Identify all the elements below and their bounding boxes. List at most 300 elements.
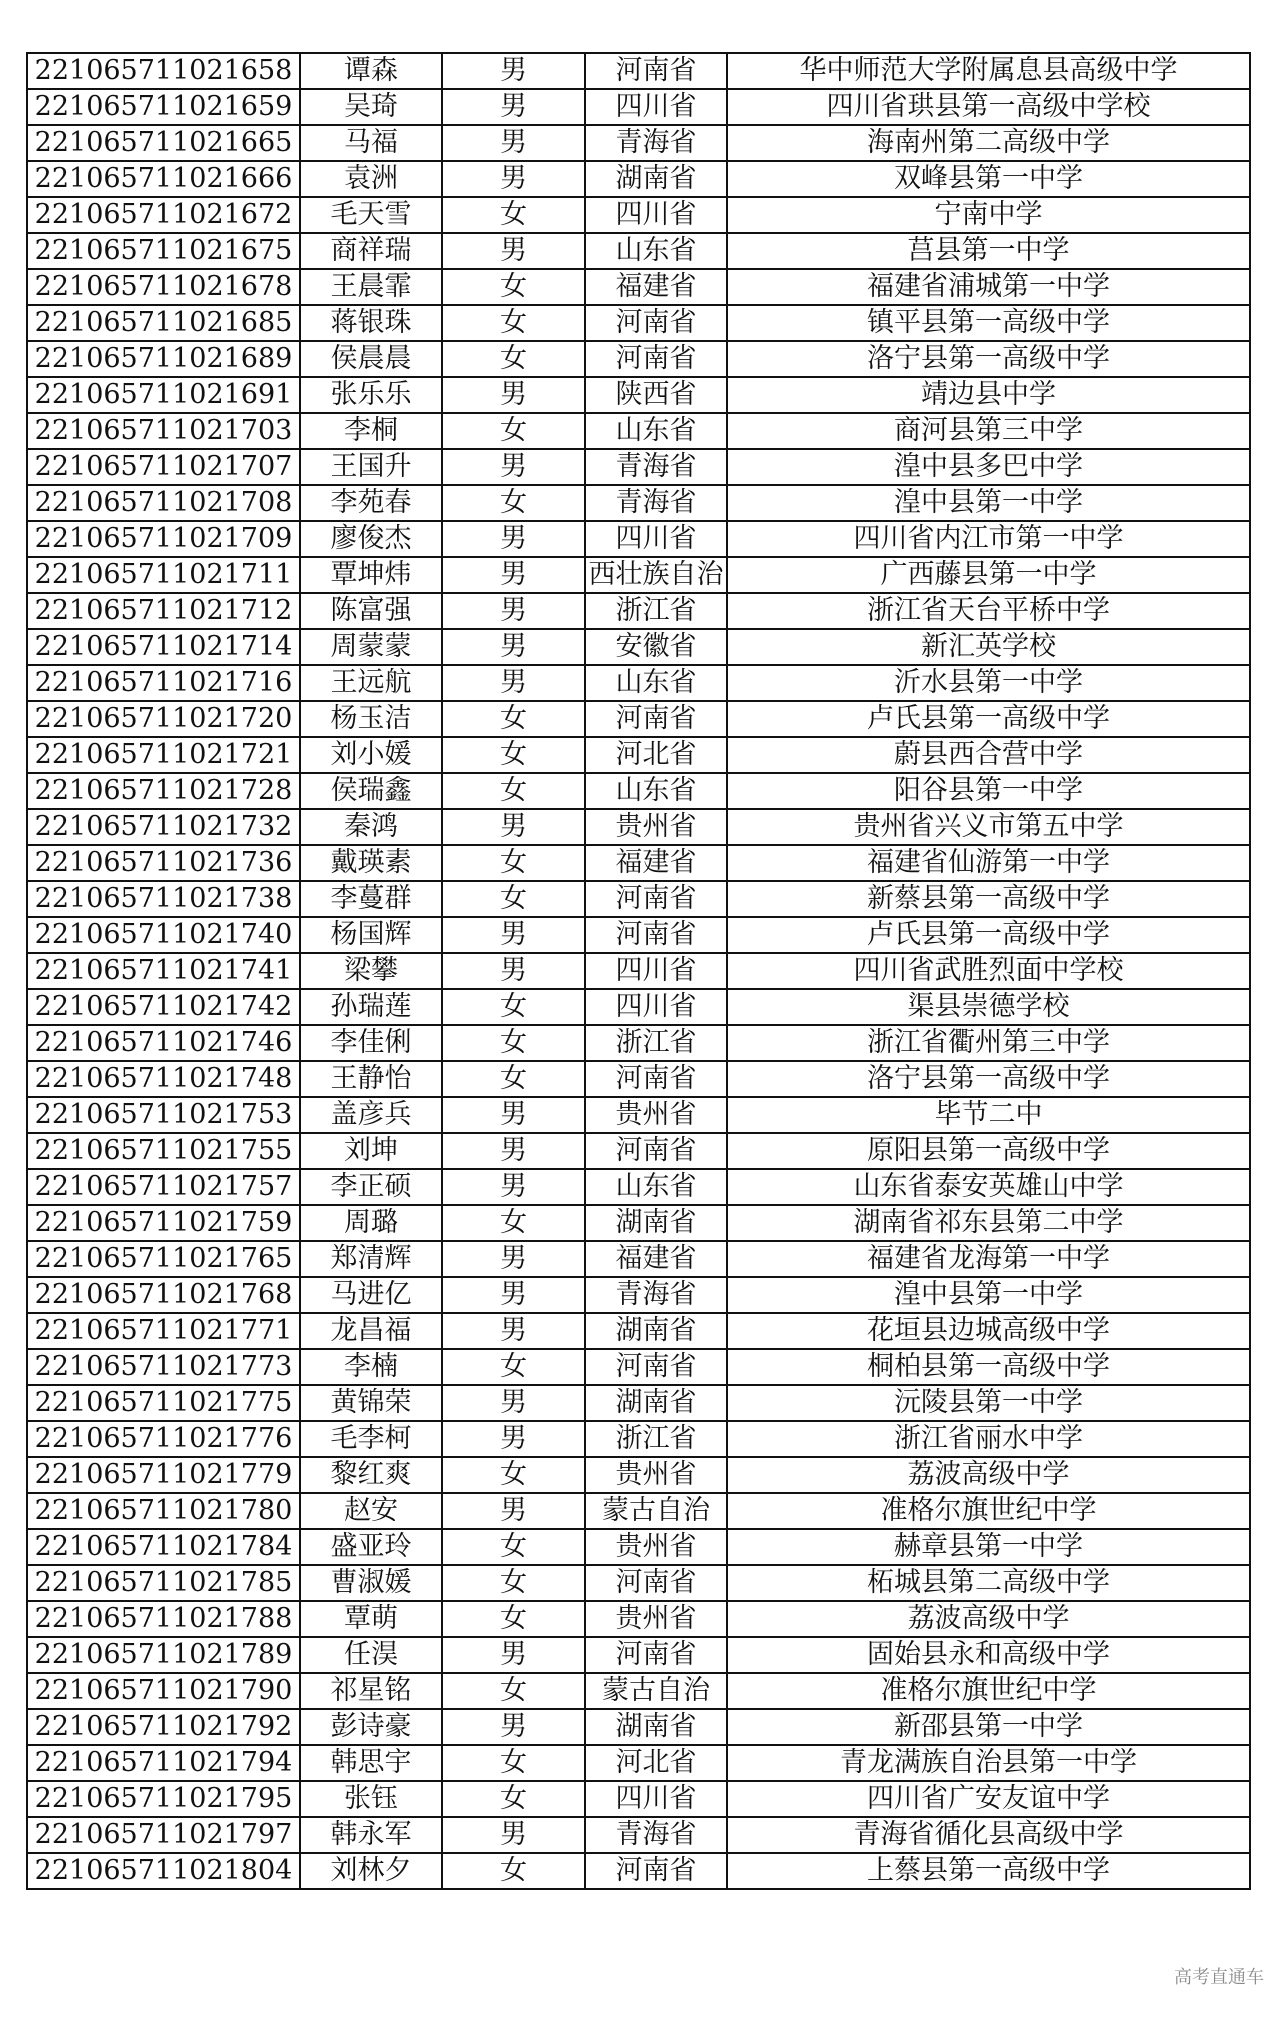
province-cell: 贵州省 [585, 1529, 727, 1565]
school-cell: 湟中县第一中学 [727, 1277, 1250, 1313]
province-cell: 河南省 [585, 1565, 727, 1601]
exam-id-cell: 221065711021784 [27, 1529, 300, 1565]
province-cell: 湖南省 [585, 1313, 727, 1349]
admission-table [26, 52, 1251, 1890]
school-cell: 福建省仙游第一中学 [727, 845, 1250, 881]
province-cell: 河北省 [585, 737, 727, 773]
table-row [27, 1313, 1250, 1349]
name-cell: 覃萌 [300, 1601, 442, 1637]
exam-id-cell: 221065711021738 [27, 881, 300, 917]
school-cell: 双峰县第一中学 [727, 161, 1250, 197]
table-row [27, 1205, 1250, 1241]
school-cell: 上蔡县第一高级中学 [727, 1853, 1250, 1889]
name-cell: 侯瑞鑫 [300, 773, 442, 809]
gender-cell: 男 [442, 1385, 585, 1421]
school-cell: 镇平县第一高级中学 [727, 305, 1250, 341]
gender-cell: 男 [442, 89, 585, 125]
school-cell: 新蔡县第一高级中学 [727, 881, 1250, 917]
province-cell: 河北省 [585, 1745, 727, 1781]
school-cell: 海南州第二高级中学 [727, 125, 1250, 161]
table-row [27, 1781, 1250, 1817]
province-cell: 河南省 [585, 1637, 727, 1673]
gender-cell: 女 [442, 1853, 585, 1889]
exam-id-cell: 221065711021771 [27, 1313, 300, 1349]
gender-cell: 女 [442, 989, 585, 1025]
gender-cell: 男 [442, 953, 585, 989]
exam-id-cell: 221065711021776 [27, 1421, 300, 1457]
gender-cell: 女 [442, 773, 585, 809]
table-row [27, 449, 1250, 485]
gender-cell: 男 [442, 809, 585, 845]
exam-id-cell: 221065711021779 [27, 1457, 300, 1493]
province-cell: 福建省 [585, 1241, 727, 1277]
name-cell: 王晨霏 [300, 269, 442, 305]
table-row [27, 917, 1250, 953]
name-cell: 刘林夕 [300, 1853, 442, 1889]
exam-id-cell: 221065711021711 [27, 557, 300, 593]
province-cell: 陕西省 [585, 377, 727, 413]
table-row [27, 773, 1250, 809]
table-row [27, 557, 1250, 593]
exam-id-cell: 221065711021721 [27, 737, 300, 773]
table-row [27, 53, 1250, 89]
school-cell: 赫章县第一中学 [727, 1529, 1250, 1565]
table-row [27, 1709, 1250, 1745]
table-row [27, 1421, 1250, 1457]
table-row [27, 737, 1250, 773]
exam-id-cell: 221065711021658 [27, 53, 300, 89]
gender-cell: 女 [442, 197, 585, 233]
table-row [27, 1025, 1250, 1061]
exam-id-cell: 221065711021708 [27, 485, 300, 521]
name-cell: 戴瑛素 [300, 845, 442, 881]
table-row [27, 233, 1250, 269]
exam-id-cell: 221065711021691 [27, 377, 300, 413]
gender-cell: 女 [442, 413, 585, 449]
name-cell: 袁洲 [300, 161, 442, 197]
province-cell: 青海省 [585, 1817, 727, 1853]
province-cell: 河南省 [585, 917, 727, 953]
gender-cell: 男 [442, 449, 585, 485]
school-cell: 莒县第一中学 [727, 233, 1250, 269]
name-cell: 杨国辉 [300, 917, 442, 953]
province-cell: 四川省 [585, 89, 727, 125]
school-cell: 四川省武胜烈面中学校 [727, 953, 1250, 989]
exam-id-cell: 221065711021665 [27, 125, 300, 161]
name-cell: 梁攀 [300, 953, 442, 989]
admission-list-sheet [26, 52, 1249, 1890]
school-cell: 新汇英学校 [727, 629, 1250, 665]
exam-id-cell: 221065711021792 [27, 1709, 300, 1745]
gender-cell: 男 [442, 1097, 585, 1133]
province-cell: 河南省 [585, 1061, 727, 1097]
school-cell: 浙江省衢州第三中学 [727, 1025, 1250, 1061]
exam-id-cell: 221065711021666 [27, 161, 300, 197]
name-cell: 孙瑞莲 [300, 989, 442, 1025]
table-row [27, 1565, 1250, 1601]
gender-cell: 女 [442, 485, 585, 521]
name-cell: 龙昌福 [300, 1313, 442, 1349]
table-row [27, 809, 1250, 845]
province-cell: 贵州省 [585, 1601, 727, 1637]
name-cell: 张钰 [300, 1781, 442, 1817]
province-cell: 河南省 [585, 1133, 727, 1169]
name-cell: 彭诗豪 [300, 1709, 442, 1745]
school-cell: 浙江省天台平桥中学 [727, 593, 1250, 629]
province-cell: 湖南省 [585, 161, 727, 197]
school-cell: 荔波高级中学 [727, 1457, 1250, 1493]
province-cell: 浙江省 [585, 593, 727, 629]
name-cell: 毛天雪 [300, 197, 442, 233]
table-row [27, 161, 1250, 197]
province-cell: 山东省 [585, 773, 727, 809]
exam-id-cell: 221065711021795 [27, 1781, 300, 1817]
exam-id-cell: 221065711021748 [27, 1061, 300, 1097]
name-cell: 马进亿 [300, 1277, 442, 1313]
school-cell: 福建省龙海第一中学 [727, 1241, 1250, 1277]
name-cell: 郑清辉 [300, 1241, 442, 1277]
exam-id-cell: 221065711021714 [27, 629, 300, 665]
exam-id-cell: 221065711021746 [27, 1025, 300, 1061]
table-row [27, 197, 1250, 233]
gender-cell: 女 [442, 341, 585, 377]
province-cell: 青海省 [585, 125, 727, 161]
school-cell: 准格尔旗世纪中学 [727, 1673, 1250, 1709]
exam-id-cell: 221065711021780 [27, 1493, 300, 1529]
gender-cell: 男 [442, 125, 585, 161]
gender-cell: 男 [442, 53, 585, 89]
province-cell: 河南省 [585, 305, 727, 341]
province-cell: 湖南省 [585, 1709, 727, 1745]
school-cell: 蔚县西合营中学 [727, 737, 1250, 773]
exam-id-cell: 221065711021790 [27, 1673, 300, 1709]
exam-id-cell: 221065711021689 [27, 341, 300, 377]
gender-cell: 男 [442, 917, 585, 953]
school-cell: 荔波高级中学 [727, 1601, 1250, 1637]
gender-cell: 男 [442, 1493, 585, 1529]
gender-cell: 男 [442, 1421, 585, 1457]
school-cell: 四川省内江市第一中学 [727, 521, 1250, 557]
exam-id-cell: 221065711021742 [27, 989, 300, 1025]
name-cell: 张乐乐 [300, 377, 442, 413]
gender-cell: 男 [442, 521, 585, 557]
table-row [27, 1169, 1250, 1205]
name-cell: 李佳俐 [300, 1025, 442, 1061]
table-row [27, 593, 1250, 629]
province-cell: 河南省 [585, 701, 727, 737]
name-cell: 蒋银珠 [300, 305, 442, 341]
province-cell: 蒙古自治 [585, 1493, 727, 1529]
school-cell: 湖南省祁东县第二中学 [727, 1205, 1250, 1241]
school-cell: 阳谷县第一中学 [727, 773, 1250, 809]
name-cell: 祁星铭 [300, 1673, 442, 1709]
province-cell: 福建省 [585, 269, 727, 305]
name-cell: 毛李柯 [300, 1421, 442, 1457]
gender-cell: 女 [442, 1673, 585, 1709]
exam-id-cell: 221065711021659 [27, 89, 300, 125]
name-cell: 黄锦荣 [300, 1385, 442, 1421]
school-cell: 青海省循化县高级中学 [727, 1817, 1250, 1853]
exam-id-cell: 221065711021709 [27, 521, 300, 557]
province-cell: 贵州省 [585, 809, 727, 845]
table-row [27, 1277, 1250, 1313]
gender-cell: 男 [442, 593, 585, 629]
gender-cell: 女 [442, 1745, 585, 1781]
name-cell: 王国升 [300, 449, 442, 485]
gender-cell: 男 [442, 1709, 585, 1745]
name-cell: 任淏 [300, 1637, 442, 1673]
school-cell: 洛宁县第一高级中学 [727, 1061, 1250, 1097]
name-cell: 王远航 [300, 665, 442, 701]
province-cell: 福建省 [585, 845, 727, 881]
exam-id-cell: 221065711021728 [27, 773, 300, 809]
school-cell: 花垣县边城高级中学 [727, 1313, 1250, 1349]
gender-cell: 男 [442, 1277, 585, 1313]
gender-cell: 男 [442, 377, 585, 413]
school-cell: 卢氏县第一高级中学 [727, 701, 1250, 737]
school-cell: 洛宁县第一高级中学 [727, 341, 1250, 377]
province-cell: 河南省 [585, 881, 727, 917]
gender-cell: 男 [442, 233, 585, 269]
table-row [27, 1673, 1250, 1709]
table-row [27, 269, 1250, 305]
table-row [27, 89, 1250, 125]
exam-id-cell: 221065711021707 [27, 449, 300, 485]
school-cell: 毕节二中 [727, 1097, 1250, 1133]
name-cell: 廖俊杰 [300, 521, 442, 557]
exam-id-cell: 221065711021794 [27, 1745, 300, 1781]
province-cell: 四川省 [585, 989, 727, 1025]
gender-cell: 女 [442, 1781, 585, 1817]
gender-cell: 女 [442, 845, 585, 881]
watermark: 高考直通车 [1174, 1967, 1264, 1988]
gender-cell: 男 [442, 557, 585, 593]
school-cell: 商河县第三中学 [727, 413, 1250, 449]
gender-cell: 女 [442, 1565, 585, 1601]
gender-cell: 男 [442, 1133, 585, 1169]
exam-id-cell: 221065711021741 [27, 953, 300, 989]
exam-id-cell: 221065711021675 [27, 233, 300, 269]
exam-id-cell: 221065711021685 [27, 305, 300, 341]
name-cell: 李正硕 [300, 1169, 442, 1205]
province-cell: 湖南省 [585, 1385, 727, 1421]
table-row [27, 665, 1250, 701]
school-cell: 贵州省兴义市第五中学 [727, 809, 1250, 845]
table-row [27, 485, 1250, 521]
table-row [27, 377, 1250, 413]
gender-cell: 男 [442, 1241, 585, 1277]
school-cell: 四川省珙县第一高级中学校 [727, 89, 1250, 125]
table-row [27, 1493, 1250, 1529]
gender-cell: 女 [442, 269, 585, 305]
gender-cell: 女 [442, 881, 585, 917]
name-cell: 谭森 [300, 53, 442, 89]
province-cell: 河南省 [585, 341, 727, 377]
exam-id-cell: 221065711021678 [27, 269, 300, 305]
exam-id-cell: 221065711021716 [27, 665, 300, 701]
name-cell: 李蔓群 [300, 881, 442, 917]
exam-id-cell: 221065711021703 [27, 413, 300, 449]
school-cell: 青龙满族自治县第一中学 [727, 1745, 1250, 1781]
province-cell: 青海省 [585, 485, 727, 521]
gender-cell: 女 [442, 701, 585, 737]
gender-cell: 男 [442, 1637, 585, 1673]
name-cell: 刘小媛 [300, 737, 442, 773]
table-body [27, 53, 1250, 1889]
gender-cell: 女 [442, 1025, 585, 1061]
province-cell: 安徽省 [585, 629, 727, 665]
table-row [27, 1241, 1250, 1277]
name-cell: 陈富强 [300, 593, 442, 629]
school-cell: 湟中县多巴中学 [727, 449, 1250, 485]
school-cell: 四川省广安友谊中学 [727, 1781, 1250, 1817]
school-cell: 渠县崇德学校 [727, 989, 1250, 1025]
exam-id-cell: 221065711021804 [27, 1853, 300, 1889]
exam-id-cell: 221065711021797 [27, 1817, 300, 1853]
gender-cell: 男 [442, 161, 585, 197]
table-row [27, 1601, 1250, 1637]
name-cell: 秦鸿 [300, 809, 442, 845]
school-cell: 桐柏县第一高级中学 [727, 1349, 1250, 1385]
table-row [27, 953, 1250, 989]
province-cell: 西壮族自治 [585, 557, 727, 593]
exam-id-cell: 221065711021736 [27, 845, 300, 881]
province-cell: 四川省 [585, 953, 727, 989]
name-cell: 韩永军 [300, 1817, 442, 1853]
school-cell: 准格尔旗世纪中学 [727, 1493, 1250, 1529]
school-cell: 浙江省丽水中学 [727, 1421, 1250, 1457]
exam-id-cell: 221065711021740 [27, 917, 300, 953]
name-cell: 吴琦 [300, 89, 442, 125]
province-cell: 青海省 [585, 449, 727, 485]
province-cell: 山东省 [585, 665, 727, 701]
gender-cell: 女 [442, 305, 585, 341]
province-cell: 浙江省 [585, 1421, 727, 1457]
table-row [27, 341, 1250, 377]
province-cell: 湖南省 [585, 1205, 727, 1241]
exam-id-cell: 221065711021759 [27, 1205, 300, 1241]
gender-cell: 男 [442, 629, 585, 665]
table-row [27, 629, 1250, 665]
table-row [27, 1349, 1250, 1385]
province-cell: 四川省 [585, 197, 727, 233]
exam-id-cell: 221065711021755 [27, 1133, 300, 1169]
province-cell: 河南省 [585, 1853, 727, 1889]
name-cell: 赵安 [300, 1493, 442, 1529]
school-cell: 卢氏县第一高级中学 [727, 917, 1250, 953]
exam-id-cell: 221065711021788 [27, 1601, 300, 1637]
school-cell: 靖边县中学 [727, 377, 1250, 413]
province-cell: 山东省 [585, 413, 727, 449]
gender-cell: 女 [442, 1061, 585, 1097]
province-cell: 四川省 [585, 521, 727, 557]
name-cell: 杨玉洁 [300, 701, 442, 737]
name-cell: 覃坤炜 [300, 557, 442, 593]
province-cell: 四川省 [585, 1781, 727, 1817]
exam-id-cell: 221065711021775 [27, 1385, 300, 1421]
province-cell: 蒙古自治 [585, 1673, 727, 1709]
province-cell: 山东省 [585, 1169, 727, 1205]
exam-id-cell: 221065711021785 [27, 1565, 300, 1601]
province-cell: 浙江省 [585, 1025, 727, 1061]
table-row [27, 1133, 1250, 1169]
school-cell: 沂水县第一中学 [727, 665, 1250, 701]
name-cell: 周蒙蒙 [300, 629, 442, 665]
gender-cell: 男 [442, 1169, 585, 1205]
name-cell: 侯晨晨 [300, 341, 442, 377]
exam-id-cell: 221065711021712 [27, 593, 300, 629]
table-row [27, 1385, 1250, 1421]
province-cell: 贵州省 [585, 1097, 727, 1133]
table-row [27, 413, 1250, 449]
table-row [27, 1817, 1250, 1853]
exam-id-cell: 221065711021672 [27, 197, 300, 233]
table-row [27, 1529, 1250, 1565]
school-cell: 湟中县第一中学 [727, 485, 1250, 521]
school-cell: 广西藤县第一中学 [727, 557, 1250, 593]
table-row [27, 701, 1250, 737]
name-cell: 黎红爽 [300, 1457, 442, 1493]
table-row [27, 1457, 1250, 1493]
gender-cell: 女 [442, 1457, 585, 1493]
school-cell: 新邵县第一中学 [727, 1709, 1250, 1745]
exam-id-cell: 221065711021732 [27, 809, 300, 845]
gender-cell: 女 [442, 1349, 585, 1385]
exam-id-cell: 221065711021773 [27, 1349, 300, 1385]
exam-id-cell: 221065711021768 [27, 1277, 300, 1313]
school-cell: 山东省泰安英雄山中学 [727, 1169, 1250, 1205]
name-cell: 周璐 [300, 1205, 442, 1241]
exam-id-cell: 221065711021720 [27, 701, 300, 737]
name-cell: 王静怡 [300, 1061, 442, 1097]
school-cell: 固始县永和高级中学 [727, 1637, 1250, 1673]
name-cell: 曹淑媛 [300, 1565, 442, 1601]
province-cell: 河南省 [585, 1349, 727, 1385]
table-row [27, 1637, 1250, 1673]
gender-cell: 女 [442, 1205, 585, 1241]
exam-id-cell: 221065711021789 [27, 1637, 300, 1673]
gender-cell: 女 [442, 737, 585, 773]
table-row [27, 845, 1250, 881]
gender-cell: 男 [442, 665, 585, 701]
school-cell: 福建省浦城第一中学 [727, 269, 1250, 305]
table-row [27, 521, 1250, 557]
name-cell: 盖彦兵 [300, 1097, 442, 1133]
table-row [27, 989, 1250, 1025]
exam-id-cell: 221065711021757 [27, 1169, 300, 1205]
name-cell: 韩思宇 [300, 1745, 442, 1781]
gender-cell: 女 [442, 1601, 585, 1637]
gender-cell: 女 [442, 1529, 585, 1565]
name-cell: 商祥瑞 [300, 233, 442, 269]
province-cell: 河南省 [585, 53, 727, 89]
table-row [27, 1853, 1250, 1889]
province-cell: 贵州省 [585, 1457, 727, 1493]
exam-id-cell: 221065711021753 [27, 1097, 300, 1133]
name-cell: 盛亚玲 [300, 1529, 442, 1565]
province-cell: 青海省 [585, 1277, 727, 1313]
table-row [27, 1061, 1250, 1097]
gender-cell: 男 [442, 1313, 585, 1349]
table-row [27, 881, 1250, 917]
table-row [27, 1745, 1250, 1781]
table-row [27, 305, 1250, 341]
table-row [27, 1097, 1250, 1133]
school-cell: 原阳县第一高级中学 [727, 1133, 1250, 1169]
name-cell: 李桐 [300, 413, 442, 449]
province-cell: 山东省 [585, 233, 727, 269]
gender-cell: 男 [442, 1817, 585, 1853]
